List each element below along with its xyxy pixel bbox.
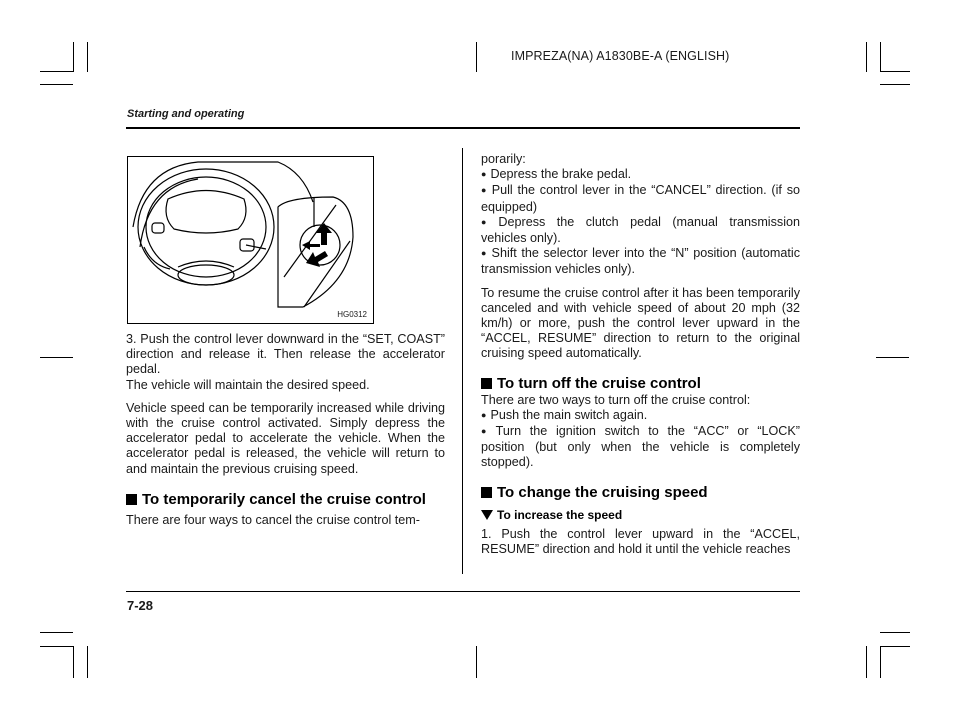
section-title: Starting and operating xyxy=(127,108,245,120)
cancel-way-4: ● Shift the selector lever into the “N” position (automatic transmission vehicles only). xyxy=(481,246,800,277)
section-square-icon xyxy=(126,494,137,505)
cancel-way-3: ● Depress the clutch pedal (manual transmission vehicles only). xyxy=(481,215,800,246)
heading-change-speed xyxy=(481,484,800,502)
turnoff-way-1: ● Push the main switch again. xyxy=(481,408,800,424)
triangle-down-icon xyxy=(481,510,493,520)
heading-text: To change the cruising speed xyxy=(497,483,708,501)
heading-text: To temporarily cancel the cruise control xyxy=(142,490,426,508)
crop-mark xyxy=(876,357,909,358)
header-rule xyxy=(126,127,800,129)
steering-wheel-illustration xyxy=(128,157,373,323)
subheading-increase xyxy=(481,508,800,523)
crop-mark xyxy=(880,84,910,85)
document-id: IMPREZA(NA) A1830BE-A (ENGLISH) xyxy=(511,49,730,63)
crop-mark xyxy=(476,42,477,72)
speed-increase-paragraph: Vehicle speed can be temporarily increased while driving with the cruise control activated. Simply depress the accelerator pedal to accelerate the vehicle. When the accelerator pedal is released, the vehicle will return to and maintain the previous cruising speed. xyxy=(126,400,445,476)
heading-text: To turn off the cruise control xyxy=(497,374,701,392)
crop-mark xyxy=(40,646,73,647)
steering-wheel-figure xyxy=(127,156,374,324)
crop-mark xyxy=(40,71,73,72)
crop-mark xyxy=(880,646,881,678)
resume-paragraph: To resume the cruise control after it has been temporarily canceled and with vehicle speed of about 20 mph (32 km/h) or more, push the control lever upward in the “ACCEL, RESUME” direction to return to the original cruising speed automatically. xyxy=(481,285,800,361)
cancel-way-1: ● Depress the brake pedal. xyxy=(481,167,800,183)
figure-code: HG0312 xyxy=(337,310,367,319)
section-square-icon xyxy=(481,487,492,498)
section-square-icon xyxy=(481,378,492,389)
crop-mark xyxy=(73,42,74,72)
step-3-result: The vehicle will maintain the desired speed. xyxy=(126,377,370,392)
crop-mark xyxy=(880,632,910,633)
crop-mark xyxy=(40,357,73,358)
crop-mark xyxy=(880,646,910,647)
left-column xyxy=(126,332,445,528)
crop-mark xyxy=(866,42,867,72)
subheading-text: To increase the speed xyxy=(497,507,623,522)
step-3: 3. Push the control lever downward in the “SET, COAST” direction and release it. Then release the accelerator pedal. xyxy=(126,332,445,377)
crop-mark xyxy=(87,646,88,678)
crop-mark xyxy=(866,646,867,678)
heading-turn-off xyxy=(481,375,800,393)
crop-mark xyxy=(40,84,73,85)
cancel-intro-continued: porarily: xyxy=(481,152,526,166)
turnoff-intro: There are two ways to turn off the cruise control: xyxy=(481,392,751,407)
crop-mark xyxy=(880,42,881,72)
crop-mark xyxy=(880,71,910,72)
cancel-intro: There are four ways to cancel the cruise control tem- xyxy=(126,512,420,527)
crop-mark xyxy=(73,646,74,678)
crop-mark xyxy=(87,42,88,72)
turnoff-way-2: ● Turn the ignition switch to the “ACC” or “LOCK” position (but only when the vehicle is completely stopped). xyxy=(481,424,800,471)
right-column xyxy=(481,152,800,557)
crop-mark xyxy=(476,646,477,678)
increase-step-1: 1. Push the control lever upward in the “ACCEL, RESUME” direction and hold it until the vehicle reaches xyxy=(481,526,800,556)
page-number: 7-28 xyxy=(127,598,154,613)
footer-rule xyxy=(126,591,800,592)
heading-temporarily-cancel xyxy=(126,491,445,509)
cancel-way-2: ● Pull the control lever in the “CANCEL” direction. (if so equipped) xyxy=(481,183,800,214)
column-divider xyxy=(462,148,463,574)
crop-mark xyxy=(40,632,73,633)
